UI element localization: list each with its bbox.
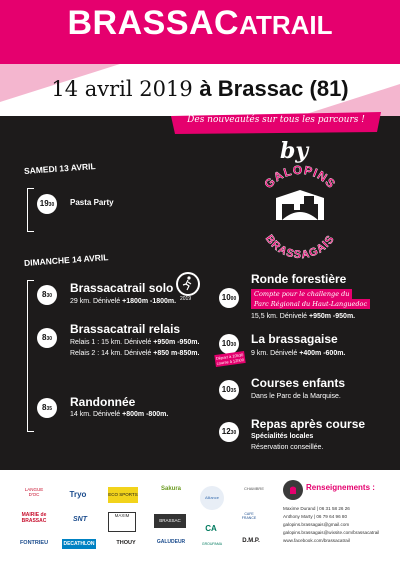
info-line: www.facebook.com/brassacatrail <box>283 538 350 543</box>
event-relais-title: Brassacatrail relais <box>70 322 181 336</box>
sponsor-logo: GALUDEUR <box>156 539 186 545</box>
time-badge: 1230 <box>219 422 239 442</box>
sponsor-logo: DECATHLON <box>63 541 95 547</box>
info-line: Anthony Marty | 06 79 64 96 80 <box>283 514 348 519</box>
sponsor-logo: SNT <box>73 516 87 523</box>
info-icon <box>283 480 303 500</box>
event-repas-title: Repas après course <box>251 417 366 431</box>
saturday-bracket <box>27 188 34 232</box>
bridge-icon <box>276 190 324 220</box>
time-badge: 830 <box>37 328 57 348</box>
sunday-bracket <box>27 280 34 432</box>
time-badge: 1035 <box>219 380 239 400</box>
logo-top-text: GALOPINS <box>261 162 339 192</box>
event-repas-line1: Spécialités locales <box>251 433 314 440</box>
departure-mini-tag: Départ à 10h30 course à 12h00 <box>215 352 245 366</box>
sponsor-logo: ECO SPORTS <box>108 487 138 503</box>
title-main: BRASSAC <box>67 4 240 42</box>
event-ronde-details: 15,5 km. Dénivelé +950m -950m. <box>251 313 356 320</box>
sponsor-logo: THOUY <box>116 540 136 546</box>
sponsor-logo: CA <box>205 524 217 533</box>
event-brassagaise-title: La brassagaise <box>251 332 338 346</box>
challenge-tag-line2: Parc Régional du Haut-Languedoc <box>251 299 370 309</box>
info-line: Maxime Durand | 06 31 58 26 26 <box>283 506 350 511</box>
sponsor-logo: MAXIM <box>108 512 136 532</box>
sponsor-logo: BRASSAC AUTO <box>154 514 186 528</box>
sponsor-logo: CHAMBRE <box>243 486 264 491</box>
time-badge: 830 <box>37 285 57 305</box>
time-badge: 1000 <box>219 288 239 308</box>
event-pasta-title: Pasta Party <box>70 198 114 207</box>
challenge-tag-line1: Compte pour le challenge du <box>251 289 352 299</box>
event-relais-line2: Relais 2 : 14 km. Dénivelé +850 m-850m. <box>70 350 200 357</box>
sponsor-logo: Tryo <box>69 490 87 499</box>
time-badge: 1030 <box>219 334 239 354</box>
time-badge: 1930 <box>37 194 57 214</box>
sponsor-logo: Alliance <box>200 486 224 510</box>
title-sub: ATRAIL <box>239 10 333 40</box>
event-rando-title: Randonnée <box>70 395 136 409</box>
runner-icon <box>176 272 200 296</box>
event-solo-title: Brassacatrail solo <box>70 281 174 295</box>
sponsor-logo: MAIRIE de BRASSAC <box>21 512 47 524</box>
info-line: galopins.brassagais@gmail.com <box>283 522 350 527</box>
qualifying-badge <box>176 272 200 296</box>
place-text: à Brassac (81) <box>199 76 349 101</box>
info-line: galopins.brassagais@wixsite.com/brassacatrail <box>283 530 380 535</box>
event-ronde-title: Ronde forestière <box>251 272 347 286</box>
event-date <box>0 76 400 102</box>
page-title <box>0 4 400 43</box>
sponsor-logo: GROUPAMA <box>201 542 223 546</box>
event-relais-line1: Relais 1 : 15 km. Dénivelé +950m -950m. <box>70 339 200 346</box>
event-brassagaise-details: 9 km. Dénivelé +400m -600m. <box>251 350 346 357</box>
event-repas-line2: Réservation conseillée. <box>251 444 324 451</box>
sponsor-logo: D.M.P. <box>242 538 260 544</box>
by-word: by <box>280 138 309 164</box>
date-text: 14 avril 2019 <box>51 77 193 101</box>
galopins-logo <box>250 160 350 260</box>
sponsor-logo: Sakura <box>160 486 181 492</box>
sponsor-logo: FONTRIEU <box>19 540 49 546</box>
logo-bottom-text: BRASSAGAIS <box>262 232 338 260</box>
event-solo-details: 29 km. Dénivelé +1800m -1800m. <box>70 298 177 305</box>
event-enfants-title: Courses enfants <box>251 376 346 390</box>
day-sunday: DIMANCHE 14 AVRIL <box>23 252 109 268</box>
sponsor-logo: LANGUE D'OC <box>24 487 44 497</box>
badge-year: 2019 <box>180 296 192 302</box>
day-saturday: SAMEDI 13 AVRIL <box>23 161 96 176</box>
sponsor-logo: CAFE FRANCE <box>241 512 257 520</box>
hand-icon <box>283 480 303 500</box>
time-badge: 835 <box>37 398 57 418</box>
novelty-text: Des nouveautés sur tous les parcours ! <box>187 115 365 125</box>
info-title: Renseignements : <box>306 483 375 492</box>
event-rando-details: 14 km. Dénivelé +800m -800m. <box>70 411 169 418</box>
event-enfants-details: Dans le Parc de la Marquise. <box>251 393 341 400</box>
